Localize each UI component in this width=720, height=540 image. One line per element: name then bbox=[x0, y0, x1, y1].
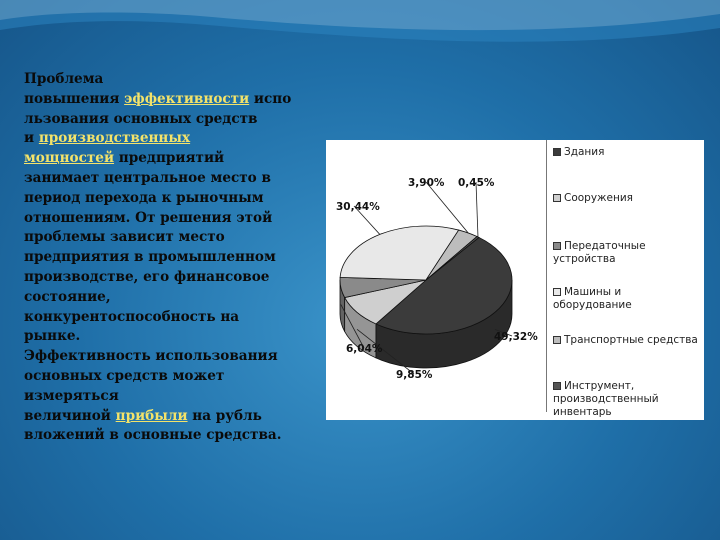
text-segment: испо bbox=[249, 90, 292, 107]
pie-value-label: 30,44% bbox=[336, 201, 380, 213]
text-segment: период перехода к рыночным bbox=[24, 189, 264, 206]
legend-item bbox=[553, 380, 703, 419]
legend-item bbox=[553, 240, 703, 266]
pie-value-label: 6,04% bbox=[346, 343, 383, 355]
text-segment: конкурентоспособность на bbox=[24, 308, 240, 325]
legend-label: Транспортные средства bbox=[564, 334, 698, 346]
text-segment: занимает центральное место в bbox=[24, 169, 271, 186]
legend-swatch bbox=[553, 194, 561, 202]
legend-swatch bbox=[553, 288, 561, 296]
legend-item bbox=[553, 192, 703, 205]
pie-leader-line bbox=[426, 182, 468, 233]
text-link[interactable]: прибыли bbox=[115, 407, 188, 424]
text-segment: проблемы зависит место bbox=[24, 229, 225, 246]
text-segment: вложений в основные средства. bbox=[24, 427, 282, 444]
legend-item bbox=[553, 334, 703, 347]
text-segment: предприятия в промышленном bbox=[24, 249, 276, 266]
text-segment: измеряться bbox=[24, 387, 119, 404]
legend-label: Машины и оборудование bbox=[553, 286, 632, 311]
legend-label: Сооружения bbox=[564, 192, 633, 204]
text-segment: производстве, его финансовое bbox=[24, 268, 270, 285]
text-segment: льзования основных средств bbox=[24, 110, 258, 127]
pie-leader-line bbox=[476, 182, 478, 237]
legend-label: Здания bbox=[564, 146, 605, 158]
legend-item bbox=[553, 146, 703, 159]
legend-label: Передаточные устройства bbox=[553, 240, 646, 265]
text-link[interactable]: эффективности bbox=[124, 90, 250, 107]
text-segment: Эффективность использования bbox=[24, 348, 278, 365]
pie-chart bbox=[326, 140, 546, 420]
text-segment: и bbox=[24, 130, 39, 147]
text-segment: основных средств может bbox=[24, 367, 225, 384]
pie-value-label: 3,90% bbox=[408, 177, 445, 189]
text-segment: повышения bbox=[24, 90, 125, 107]
header-wave-decoration bbox=[0, 0, 720, 60]
slide-body-text bbox=[24, 70, 324, 446]
legend-swatch bbox=[553, 148, 561, 156]
legend-swatch bbox=[553, 242, 561, 250]
text-segment: предприятий bbox=[114, 150, 225, 167]
chart-legend bbox=[546, 140, 705, 418]
text-segment: рынке. bbox=[24, 328, 81, 345]
legend-swatch bbox=[553, 336, 561, 344]
text-segment: на рубль bbox=[187, 407, 262, 424]
text-link[interactable]: производственных bbox=[38, 130, 191, 147]
pie-value-label: 0,45% bbox=[458, 177, 495, 189]
text-segment: величиной bbox=[24, 407, 116, 424]
legend-label: Инструмент, производственный инвентарь bbox=[553, 380, 659, 418]
text-link[interactable]: мощностей bbox=[24, 150, 115, 167]
pie-chart-figure bbox=[326, 140, 704, 420]
pie-value-label: 9,85% bbox=[396, 369, 433, 381]
text-segment: Проблема bbox=[24, 71, 104, 87]
legend-item bbox=[553, 286, 703, 312]
text-segment: отношениям. От решения этой bbox=[24, 209, 273, 226]
legend-swatch bbox=[553, 382, 561, 390]
text-segment: состояние, bbox=[24, 288, 111, 305]
pie-value-label: 49,32% bbox=[494, 331, 538, 343]
